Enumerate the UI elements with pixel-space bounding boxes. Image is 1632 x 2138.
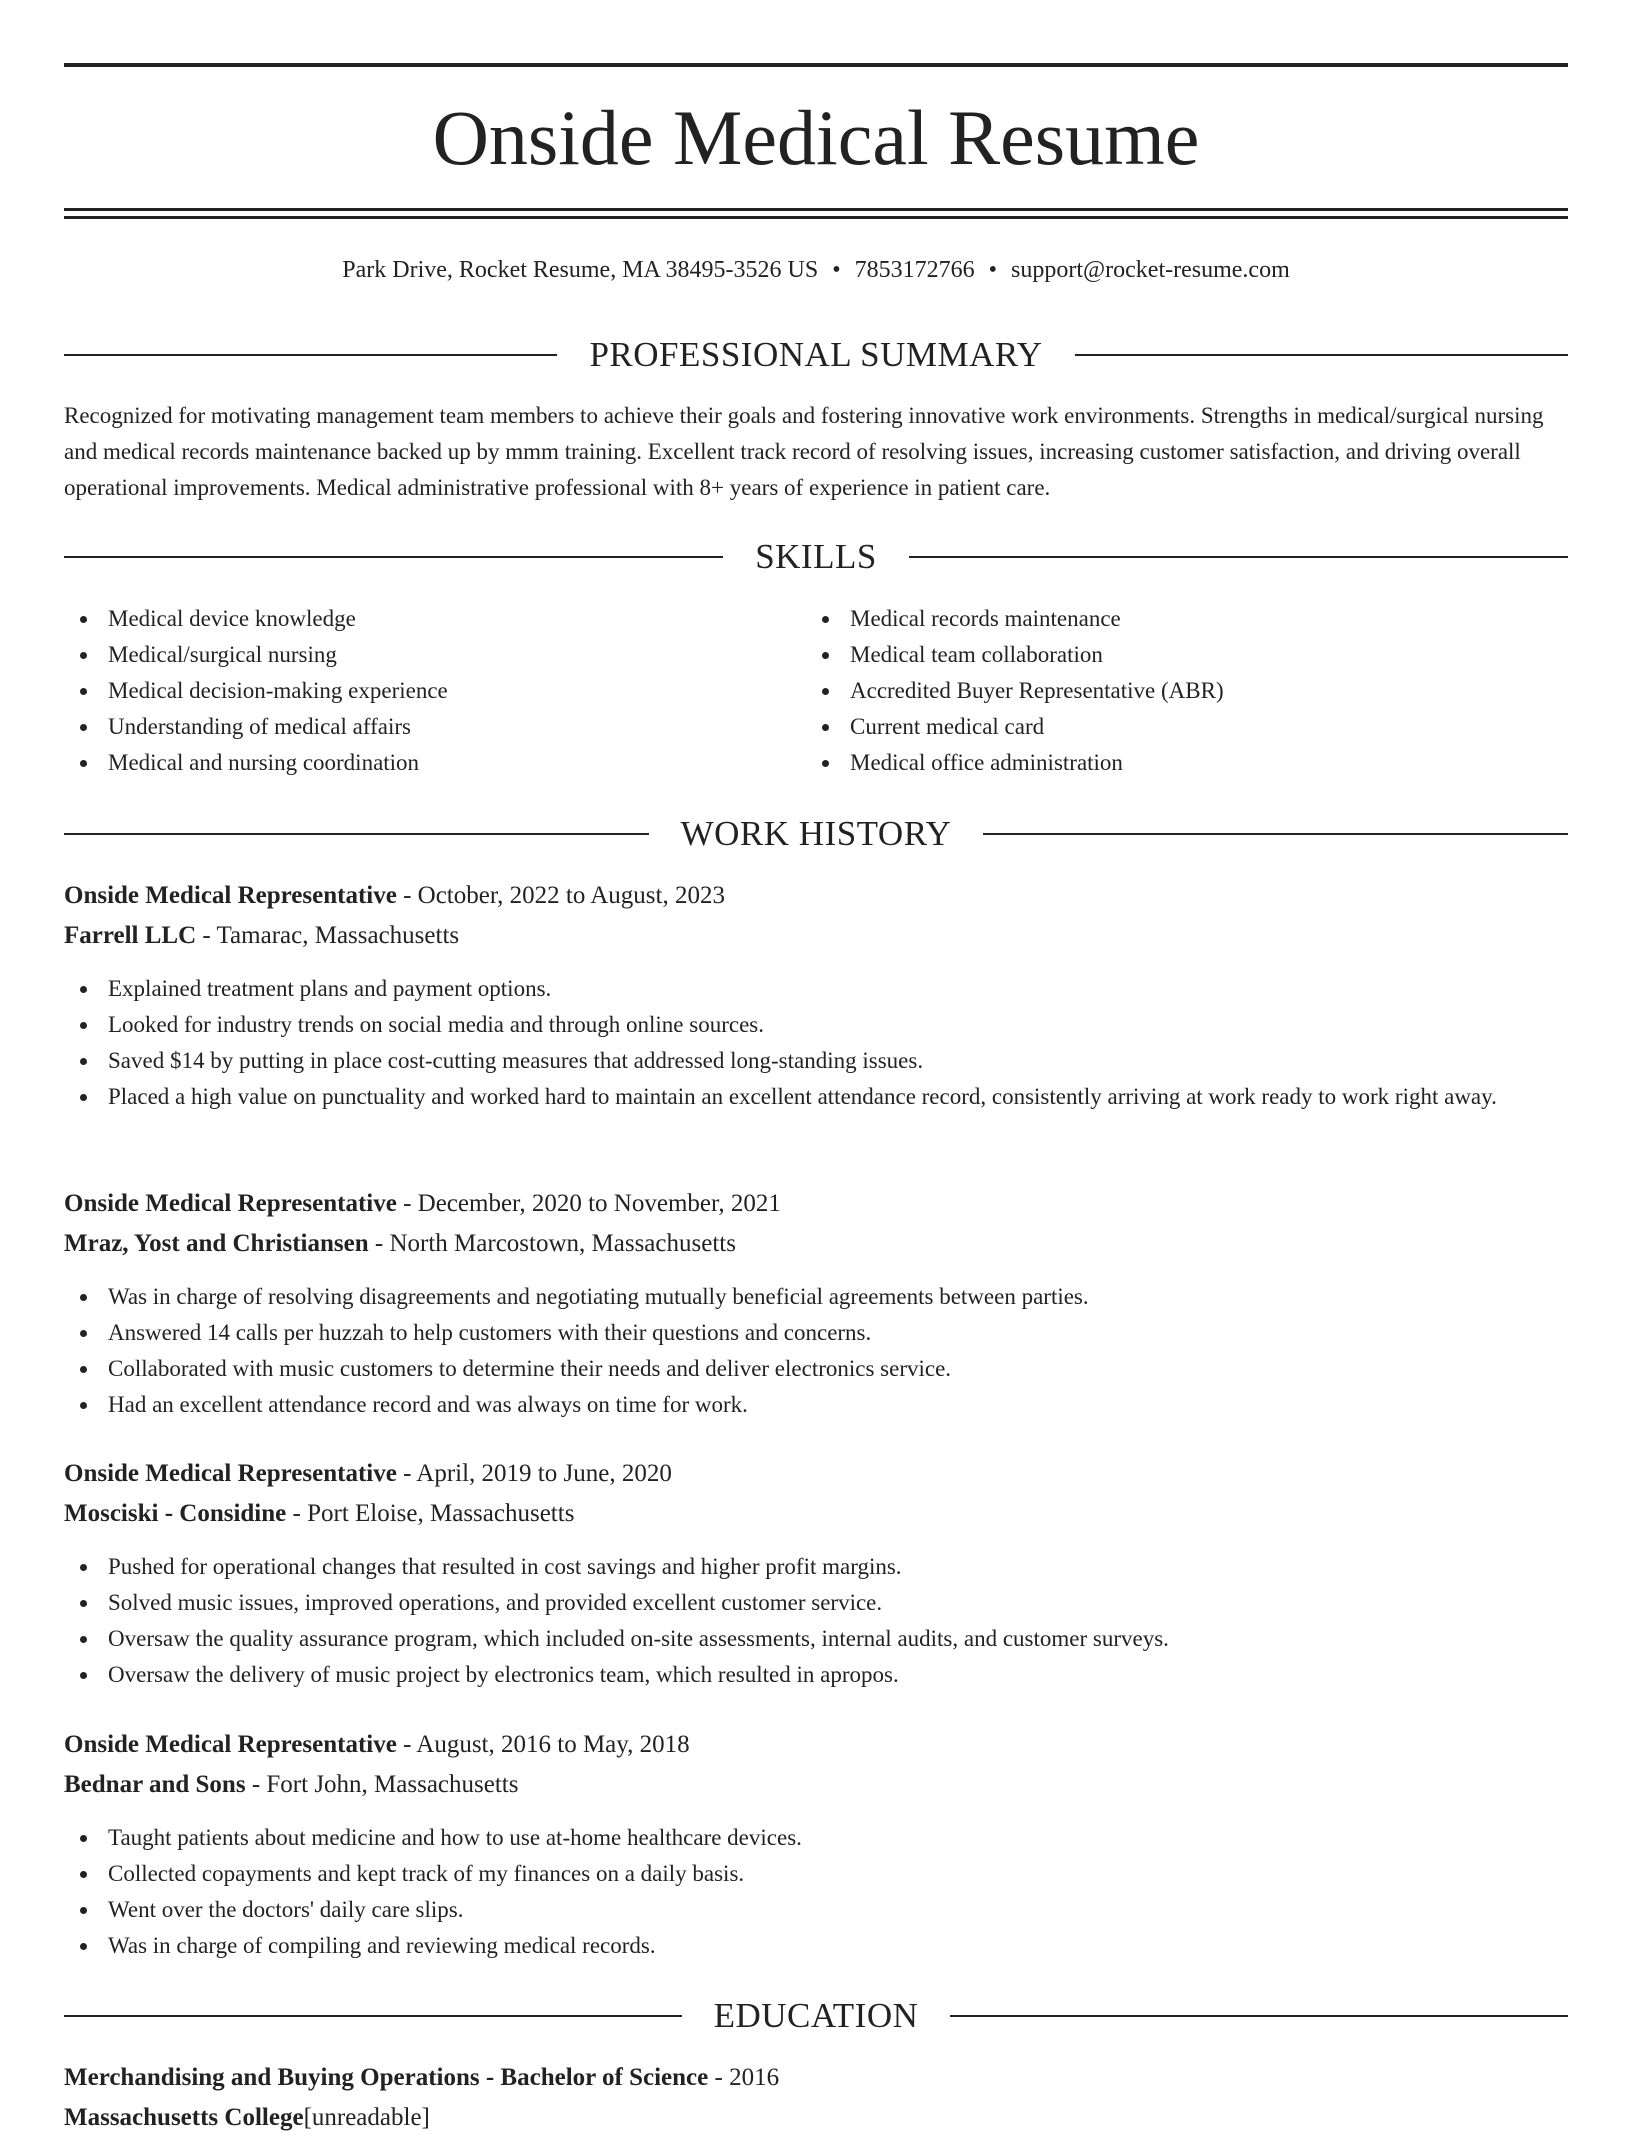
- heading-rule: [950, 2015, 1568, 2017]
- job-bullet: Placed a high value on punctuality and worked hard to maintain an excellent attendance record, consistently arriving at work ready to work right away.: [64, 1079, 1568, 1115]
- skill-item: Medical/surgical nursing: [64, 637, 764, 673]
- job-location: - North Marcostown, Massachusetts: [368, 1230, 736, 1257]
- heading-rule: [64, 833, 649, 835]
- skill-item: Medical device knowledge: [64, 601, 764, 637]
- top-rule: [64, 63, 1568, 67]
- section-title: WORK HISTORY: [680, 814, 952, 853]
- job-bullet-list: [64, 1279, 1568, 1423]
- heading-rule: [64, 354, 557, 356]
- job-bullet: Taught patients about medicine and how to use at-home healthcare devices.: [64, 1820, 1568, 1856]
- job-company-line: [64, 1494, 1568, 1534]
- header-rule-lower: [64, 216, 1568, 219]
- contact-email: support@rocket-resume.com: [1011, 257, 1290, 283]
- section-heading-skills: [64, 535, 1568, 579]
- job-title-line: [64, 876, 1568, 916]
- job-location: - Tamarac, Massachusetts: [196, 922, 460, 949]
- job-dates: - October, 2022 to August, 2023: [396, 882, 725, 909]
- job-title: Onside Medical Representative: [64, 882, 397, 909]
- professional-summary: Recognized for motivating management team members to achieve their goals and fostering innovative work environments. Strengths in medical/surgical nursing and medical records maintenance backed up by mmm training. Excellent track record of resolving issues, increasing customer satisfaction, and driving overall operational improvements. Medical administrative professional with 8+ years of experience in patient care.: [64, 403, 1544, 500]
- contact-separator: •: [832, 257, 841, 283]
- section-title: EDUCATION: [713, 1996, 919, 2035]
- skill-item: Medical records maintenance: [806, 601, 1506, 637]
- education-degree-line: [64, 2058, 1568, 2098]
- job-title: Onside Medical Representative: [64, 1190, 397, 1217]
- job-company: Farrell LLC: [64, 922, 197, 949]
- education-degree: Merchandising and Buying Operations - Bachelor of Science: [64, 2064, 709, 2091]
- education-year: - 2016: [708, 2064, 780, 2091]
- skill-item: Current medical card: [806, 709, 1506, 745]
- job-company-line: [64, 916, 1568, 956]
- job-bullet: Explained treatment plans and payment options.: [64, 971, 1568, 1007]
- job-bullet: Was in charge of compiling and reviewing medical records.: [64, 1928, 1568, 1964]
- job-title-line: [64, 1454, 1568, 1494]
- job-bullet: Answered 14 calls per huzzah to help customers with their questions and concerns.: [64, 1315, 1568, 1351]
- section-heading-education: [64, 1994, 1568, 2038]
- education-school-location: [unreadable]: [303, 2104, 430, 2131]
- job-company-line: [64, 1224, 1568, 1264]
- heading-rule: [909, 556, 1568, 558]
- job-location: - Fort John, Massachusetts: [245, 1771, 519, 1798]
- contact-phone: 7853172766: [854, 257, 975, 283]
- contact-separator: •: [988, 257, 998, 283]
- education-school-line: [64, 2098, 1568, 2138]
- job-bullet: Looked for industry trends on social media and through online sources.: [64, 1007, 1568, 1043]
- job-bullet-list: [64, 971, 1568, 1115]
- job-company: Mraz, Yost and Christiansen: [64, 1230, 369, 1257]
- job-title: Onside Medical Representative: [64, 1460, 397, 1487]
- job-bullet: Collected copayments and kept track of my finances on a daily basis.: [64, 1856, 1568, 1892]
- heading-rule: [983, 833, 1568, 835]
- skill-item: Medical office administration: [806, 745, 1506, 781]
- job-title: Onside Medical Representative: [64, 1731, 397, 1758]
- skill-item: Understanding of medical affairs: [64, 709, 764, 745]
- section-heading-summary: [64, 333, 1568, 377]
- job-company-line: [64, 1765, 1568, 1805]
- skill-item: Accredited Buyer Representative (ABR): [806, 673, 1506, 709]
- skill-item: Medical decision-making experience: [64, 673, 764, 709]
- section-heading-work-history: [64, 812, 1568, 856]
- job-bullet: Oversaw the delivery of music project by electronics team, which resulted in apropos.: [64, 1657, 1568, 1693]
- job-company: Bednar and Sons: [64, 1771, 246, 1798]
- skills-column-right: [806, 601, 1506, 781]
- section-title: SKILLS: [755, 537, 877, 576]
- job-bullet: Oversaw the quality assurance program, which included on-site assessments, internal audits, and customer surveys.: [64, 1621, 1568, 1657]
- job-bullet: Collaborated with music customers to determine their needs and deliver electronics service.: [64, 1351, 1568, 1387]
- skill-item: Medical and nursing coordination: [64, 745, 764, 781]
- contact-line: [64, 254, 1568, 286]
- resume-title: Onside Medical Resume: [432, 94, 1200, 181]
- education-school: Massachusetts College: [64, 2104, 304, 2131]
- job-bullet: Solved music issues, improved operations, and provided excellent customer service.: [64, 1585, 1568, 1621]
- job-location: - Port Eloise, Massachusetts: [286, 1500, 575, 1527]
- skill-item: Medical team collaboration: [806, 637, 1506, 673]
- heading-rule: [64, 2015, 682, 2017]
- job-bullet: Pushed for operational changes that resulted in cost savings and higher profit margins.: [64, 1549, 1568, 1585]
- job-bullet: Went over the doctors' daily care slips.: [64, 1892, 1568, 1928]
- contact-address: Park Drive, Rocket Resume, MA 38495-3526 US: [342, 257, 819, 283]
- job-dates: - April, 2019 to June, 2020: [396, 1460, 672, 1487]
- heading-rule: [64, 556, 723, 558]
- job-company: Mosciski - Considine: [64, 1500, 287, 1527]
- job-bullet: Was in charge of resolving disagreements and negotiating mutually beneficial agreements between parties.: [64, 1279, 1568, 1315]
- job-bullet: Had an excellent attendance record and was always on time for work.: [64, 1387, 1568, 1423]
- section-title: PROFESSIONAL SUMMARY: [589, 335, 1043, 374]
- skills-column-left: [64, 601, 764, 781]
- job-dates: - December, 2020 to November, 2021: [396, 1190, 781, 1217]
- job-title-line: [64, 1725, 1568, 1765]
- job-bullet-list: [64, 1820, 1568, 1964]
- job-bullet-list: [64, 1549, 1568, 1693]
- heading-rule: [1075, 354, 1568, 356]
- job-dates: - August, 2016 to May, 2018: [396, 1731, 690, 1758]
- job-title-line: [64, 1184, 1568, 1224]
- job-bullet: Saved $14 by putting in place cost-cutting measures that addressed long-standing issues.: [64, 1043, 1568, 1079]
- header-rule-upper: [64, 208, 1568, 211]
